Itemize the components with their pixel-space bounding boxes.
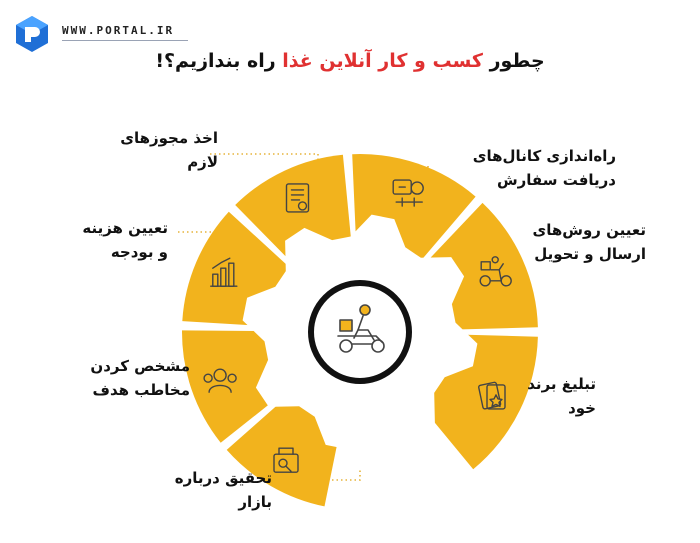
step-label-market: تحقیق درباره بازار (174, 469, 272, 511)
center-ring (311, 283, 409, 381)
step-label-budget: تعیین هزینه و بودجه (82, 219, 168, 261)
step-label-licenses: اخذ مجوزهای لازم (120, 129, 218, 171)
site-url[interactable]: WWW.PORTAL.IR (62, 24, 175, 37)
step-label-branding: تبلیغ برند خود (527, 375, 596, 417)
step-label-audience: مشخص کردن مخاطب هدف (90, 357, 190, 399)
title-part-2: راه بندازیم؟! (155, 50, 283, 72)
title-highlight: کسب و کار آنلاین غذا (282, 50, 483, 72)
step-label-delivery: تعیین روش‌های ارسال و تحویل (532, 221, 646, 263)
title-part-1: چطور (482, 50, 545, 72)
step-label-channels: راه‌اندازی کانال‌های دریافت سفارش (472, 147, 616, 189)
